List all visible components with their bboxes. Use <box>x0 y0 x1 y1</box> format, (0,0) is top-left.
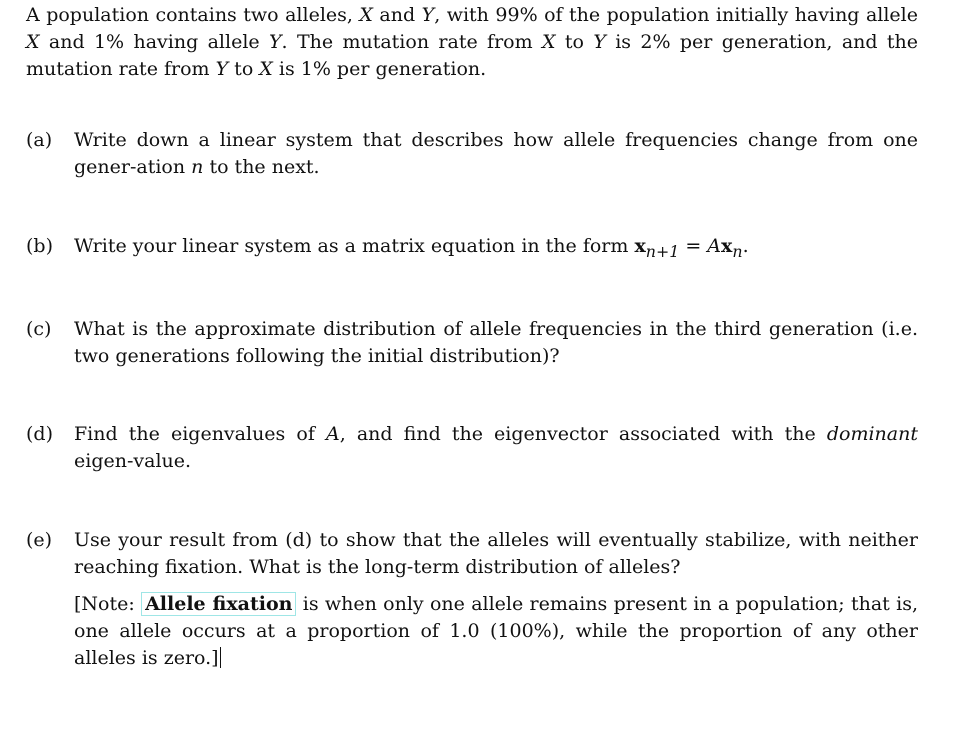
part-e-label: (e) <box>26 528 53 551</box>
part-e <box>26 527 918 672</box>
part-c <box>26 316 918 370</box>
matrix-a: A <box>707 235 722 257</box>
var-x: X <box>26 31 40 53</box>
part-d <box>26 421 918 475</box>
var-y: Y <box>269 31 282 53</box>
part-text: , and find the eigenvector associated with the <box>339 422 827 445</box>
subscript-n: n <box>732 241 743 261</box>
part-a-label: (a) <box>26 129 53 151</box>
problem-document <box>26 2 918 672</box>
part-b <box>26 233 918 265</box>
intro-text: to <box>555 31 594 53</box>
emphasis-dominant: dominant <box>826 422 918 445</box>
var-n: n <box>191 156 204 178</box>
intro-text: , with 99% of the population initially having allele <box>434 4 918 26</box>
intro-text: and <box>372 4 422 26</box>
equals-sign: = <box>679 235 708 257</box>
part-b-text <box>74 233 918 265</box>
var-x: X <box>259 58 273 80</box>
note-text: is when only one allele remains present in a population; that is, one allele occurs at a proportion of 1.0 (100%), while the proportion of any other alleles is zero.] <box>74 592 918 669</box>
intro-text: and 1% having allele <box>39 31 269 53</box>
intro-text: is 2% per generation, and the mutation rate from <box>26 31 919 80</box>
var-y: Y <box>421 4 435 26</box>
part-e-note <box>74 591 918 672</box>
part-d-text <box>74 421 918 475</box>
intro-text: A population contains two alleles, <box>26 4 360 26</box>
var-y: Y <box>593 31 606 53</box>
var-y: Y <box>215 58 229 80</box>
part-text: Write down a linear system that describes how allele frequencies change from one gener-ation <box>74 129 918 178</box>
part-d-label: (d) <box>26 422 53 445</box>
intro-text: . The mutation rate from <box>281 31 542 53</box>
part-b-label: (b) <box>26 235 53 257</box>
part-e-text: Use your result from (d) to show that the alleles will eventually stabilize, with neither reaching fixation. What is the long-term distribution of alleles? <box>74 528 918 578</box>
subscript-n-plus-1: n+1 <box>645 241 680 261</box>
note-text: [Note: <box>74 592 142 615</box>
part-a-text <box>74 127 918 181</box>
part-text: Find the eigenvalues of <box>74 422 326 445</box>
part-c-text: What is the approximate distribution of allele frequencies in the third generation (i.e. two generations following the initial distribution)? <box>74 317 918 367</box>
period: . <box>742 235 749 257</box>
part-text: Write your linear system as a matrix equation in the form <box>74 235 635 257</box>
part-c-label: (c) <box>26 317 52 340</box>
intro-text: is 1% per generation. <box>272 58 487 80</box>
vector-x: x <box>634 235 646 257</box>
part-text: eigen-value. <box>74 449 192 472</box>
problem-intro <box>26 2 918 83</box>
text-cursor <box>220 647 221 668</box>
part-text: to the next. <box>203 156 320 178</box>
vector-x: x <box>721 235 733 257</box>
matrix-a: A <box>325 422 340 445</box>
var-x: X <box>359 4 373 26</box>
intro-text: to <box>228 58 260 80</box>
part-a <box>26 127 918 181</box>
highlighted-term[interactable]: Allele fixation <box>141 592 296 616</box>
var-x: X <box>541 31 556 53</box>
